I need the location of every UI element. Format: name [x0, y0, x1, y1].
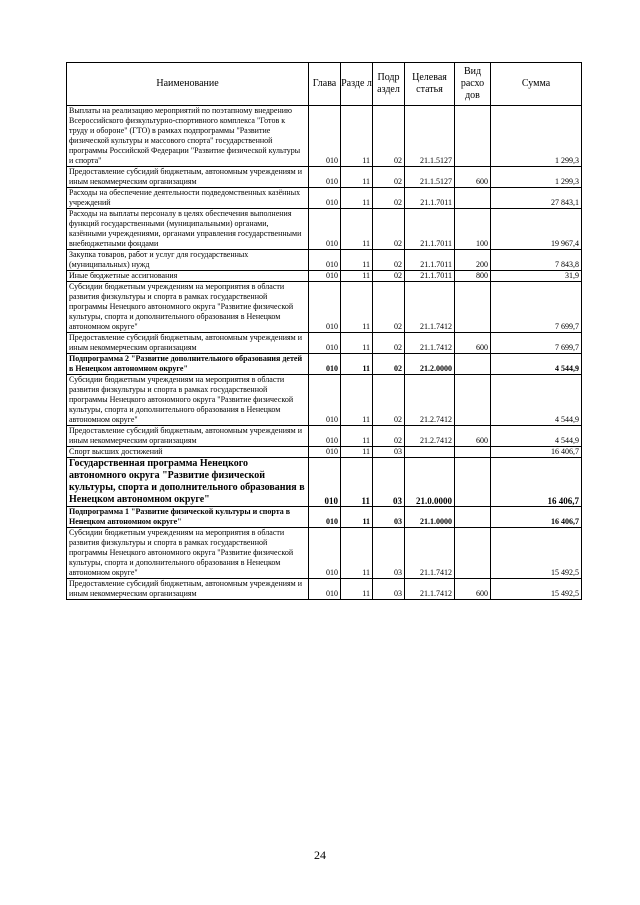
row-vid: 100	[455, 209, 491, 250]
row-podrazdel: 02	[373, 271, 405, 282]
row-name: Государственная программа Ненецкого автономного округа "Развитие физической культуры, спорта и дополнительного образования в Ненецком автономном округе"	[67, 458, 309, 507]
table-row	[67, 426, 582, 447]
row-razdel: 11	[341, 528, 373, 579]
table-row	[67, 375, 582, 426]
row-name: Подпрограмма 1 "Развитие физической культуры и спорта в Ненецком автономном округе"	[67, 507, 309, 528]
row-razdel: 11	[341, 458, 373, 507]
row-razdel: 11	[341, 447, 373, 458]
row-glava: 010	[309, 528, 341, 579]
row-summa: 4 544,9	[491, 354, 582, 375]
row-vid	[455, 447, 491, 458]
row-vid	[455, 507, 491, 528]
row-summa: 16 406,7	[491, 507, 582, 528]
row-name: Предоставление субсидий бюджетным, автономным учреждениям и иным некоммерческим организациям	[67, 333, 309, 354]
header-glava: Глава	[309, 63, 341, 106]
table-row	[67, 250, 582, 271]
row-razdel: 11	[341, 250, 373, 271]
row-podrazdel: 03	[373, 528, 405, 579]
row-summa: 16 406,7	[491, 447, 582, 458]
row-name: Расходы на выплаты персоналу в целях обеспечения выполнения функций государственными (муниципальными) органами, казёнными учреждениями, органами управления государственными внебюджетными фондами	[67, 209, 309, 250]
row-razdel: 11	[341, 106, 373, 167]
table-row	[67, 333, 582, 354]
table-row	[67, 447, 582, 458]
row-glava: 010	[309, 106, 341, 167]
row-summa: 15 492,5	[491, 528, 582, 579]
row-podrazdel: 03	[373, 458, 405, 507]
row-razdel: 11	[341, 271, 373, 282]
row-podrazdel: 02	[373, 209, 405, 250]
row-statya: 21.1.5127	[405, 106, 455, 167]
row-podrazdel: 02	[373, 333, 405, 354]
row-razdel: 11	[341, 579, 373, 600]
row-statya: 21.1.7011	[405, 250, 455, 271]
row-podrazdel: 03	[373, 507, 405, 528]
row-razdel: 11	[341, 354, 373, 375]
table-row	[67, 507, 582, 528]
row-statya: 21.1.5127	[405, 167, 455, 188]
row-summa: 27 843,1	[491, 188, 582, 209]
row-vid	[455, 354, 491, 375]
header-name: Наименование	[67, 63, 309, 106]
row-summa: 4 544,9	[491, 375, 582, 426]
row-statya: 21.1.7011	[405, 188, 455, 209]
row-razdel: 11	[341, 209, 373, 250]
row-podrazdel: 02	[373, 354, 405, 375]
row-statya: 21.0.0000	[405, 458, 455, 507]
row-glava: 010	[309, 447, 341, 458]
header-podrazdel: Подр аздел	[373, 63, 405, 106]
table-row	[67, 354, 582, 375]
row-summa: 1 299,3	[491, 167, 582, 188]
row-glava: 010	[309, 354, 341, 375]
row-razdel: 11	[341, 507, 373, 528]
row-statya: 21.1.0000	[405, 507, 455, 528]
row-glava: 010	[309, 333, 341, 354]
row-glava: 010	[309, 282, 341, 333]
row-statya: 21.2.0000	[405, 354, 455, 375]
row-razdel: 11	[341, 167, 373, 188]
row-podrazdel: 02	[373, 106, 405, 167]
table-row	[67, 579, 582, 600]
row-podrazdel: 02	[373, 426, 405, 447]
header-row	[67, 63, 582, 106]
header-razdel: Разде л	[341, 63, 373, 106]
row-summa: 19 967,4	[491, 209, 582, 250]
row-vid: 600	[455, 167, 491, 188]
row-glava: 010	[309, 209, 341, 250]
row-name: Предоставление субсидий бюджетным, автономным учреждениям и иным некоммерческим организациям	[67, 579, 309, 600]
row-name: Подпрограмма 2 "Развитие дополнительного образования детей в Ненецком автономном округе"	[67, 354, 309, 375]
row-summa: 4 544,9	[491, 426, 582, 447]
row-name: Спорт высших достижений	[67, 447, 309, 458]
row-glava: 010	[309, 579, 341, 600]
table-row	[67, 167, 582, 188]
row-glava: 010	[309, 507, 341, 528]
table-row	[67, 282, 582, 333]
table-row	[67, 458, 582, 507]
row-summa: 7 699,7	[491, 282, 582, 333]
row-statya: 21.1.7412	[405, 528, 455, 579]
row-podrazdel: 02	[373, 375, 405, 426]
header-statya: Целевая статья	[405, 63, 455, 106]
row-statya: 21.2.7412	[405, 426, 455, 447]
row-razdel: 11	[341, 333, 373, 354]
row-vid	[455, 106, 491, 167]
row-summa: 31,9	[491, 271, 582, 282]
row-statya	[405, 447, 455, 458]
row-vid	[455, 282, 491, 333]
row-razdel: 11	[341, 375, 373, 426]
header-vid: Вид расхо дов	[455, 63, 491, 106]
row-glava: 010	[309, 250, 341, 271]
row-name: Предоставление субсидий бюджетным, автономным учреждениям и иным некоммерческим организациям	[67, 426, 309, 447]
row-name: Иные бюджетные ассигнования	[67, 271, 309, 282]
row-razdel: 11	[341, 282, 373, 333]
page-number: 24	[314, 848, 326, 862]
row-name: Субсидии бюджетным учреждениям на мероприятия в области развития физкультуры и спорта в рамках государственной программы Ненецкого автономного округа "Развитие физической культуры, спорта и дополнительного образования в Ненецком автономном округе"	[67, 282, 309, 333]
row-vid	[455, 188, 491, 209]
row-statya: 21.1.7011	[405, 271, 455, 282]
row-glava: 010	[309, 167, 341, 188]
row-vid: 600	[455, 579, 491, 600]
row-summa: 7 843,8	[491, 250, 582, 271]
row-podrazdel: 02	[373, 167, 405, 188]
row-summa: 7 699,7	[491, 333, 582, 354]
table-row	[67, 528, 582, 579]
row-name: Закупка товаров, работ и услуг для государственных (муниципальных) нужд	[67, 250, 309, 271]
row-glava: 010	[309, 375, 341, 426]
table-row	[67, 209, 582, 250]
row-podrazdel: 02	[373, 250, 405, 271]
row-podrazdel: 02	[373, 282, 405, 333]
row-name: Расходы на обеспечение деятельности подведомственных казённых учреждений	[67, 188, 309, 209]
row-vid: 200	[455, 250, 491, 271]
row-summa: 15 492,5	[491, 579, 582, 600]
row-vid	[455, 375, 491, 426]
row-name: Субсидии бюджетным учреждениям на мероприятия в области развития физкультуры и спорта в рамках государственной программы Ненецкого автономного округа "Развитие физической культуры, спорта и дополнительного образования в Ненецком автономном округе"	[67, 375, 309, 426]
row-vid: 600	[455, 333, 491, 354]
row-glava: 010	[309, 271, 341, 282]
row-glava: 010	[309, 426, 341, 447]
row-vid: 800	[455, 271, 491, 282]
row-glava: 010	[309, 458, 341, 507]
row-statya: 21.2.7412	[405, 375, 455, 426]
row-razdel: 11	[341, 188, 373, 209]
row-glava: 010	[309, 188, 341, 209]
row-vid: 600	[455, 426, 491, 447]
header-summa: Сумма	[491, 63, 582, 106]
row-statya: 21.1.7412	[405, 282, 455, 333]
row-statya: 21.1.7412	[405, 333, 455, 354]
table-row	[67, 271, 582, 282]
table-row	[67, 188, 582, 209]
row-podrazdel: 03	[373, 579, 405, 600]
budget-table	[66, 62, 582, 600]
row-name: Предоставление субсидий бюджетным, автономным учреждениям и иным некоммерческим организациям	[67, 167, 309, 188]
row-name: Выплаты на реализацию мероприятий по поэтапному внедрению Всероссийского физкультурно-спортивного комплекса "Готов к труду и обороне" (ГТО) в рамках подпрограммы "Развитие физической культуры и массового спорта" государственной программы Российской Федерации "Развитие физической культуры и спорта"	[67, 106, 309, 167]
row-statya: 21.1.7011	[405, 209, 455, 250]
row-podrazdel: 03	[373, 447, 405, 458]
row-vid	[455, 528, 491, 579]
row-summa: 1 299,3	[491, 106, 582, 167]
row-podrazdel: 02	[373, 188, 405, 209]
row-statya: 21.1.7412	[405, 579, 455, 600]
row-vid	[455, 458, 491, 507]
row-summa: 16 406,7	[491, 458, 582, 507]
row-razdel: 11	[341, 426, 373, 447]
table-row	[67, 106, 582, 167]
row-name: Субсидии бюджетным учреждениям на мероприятия в области развития физкультуры и спорта в рамках государственной программы Ненецкого автономного округа "Развитие физической культуры, спорта и дополнительного образования в Ненецком автономном округе"	[67, 528, 309, 579]
